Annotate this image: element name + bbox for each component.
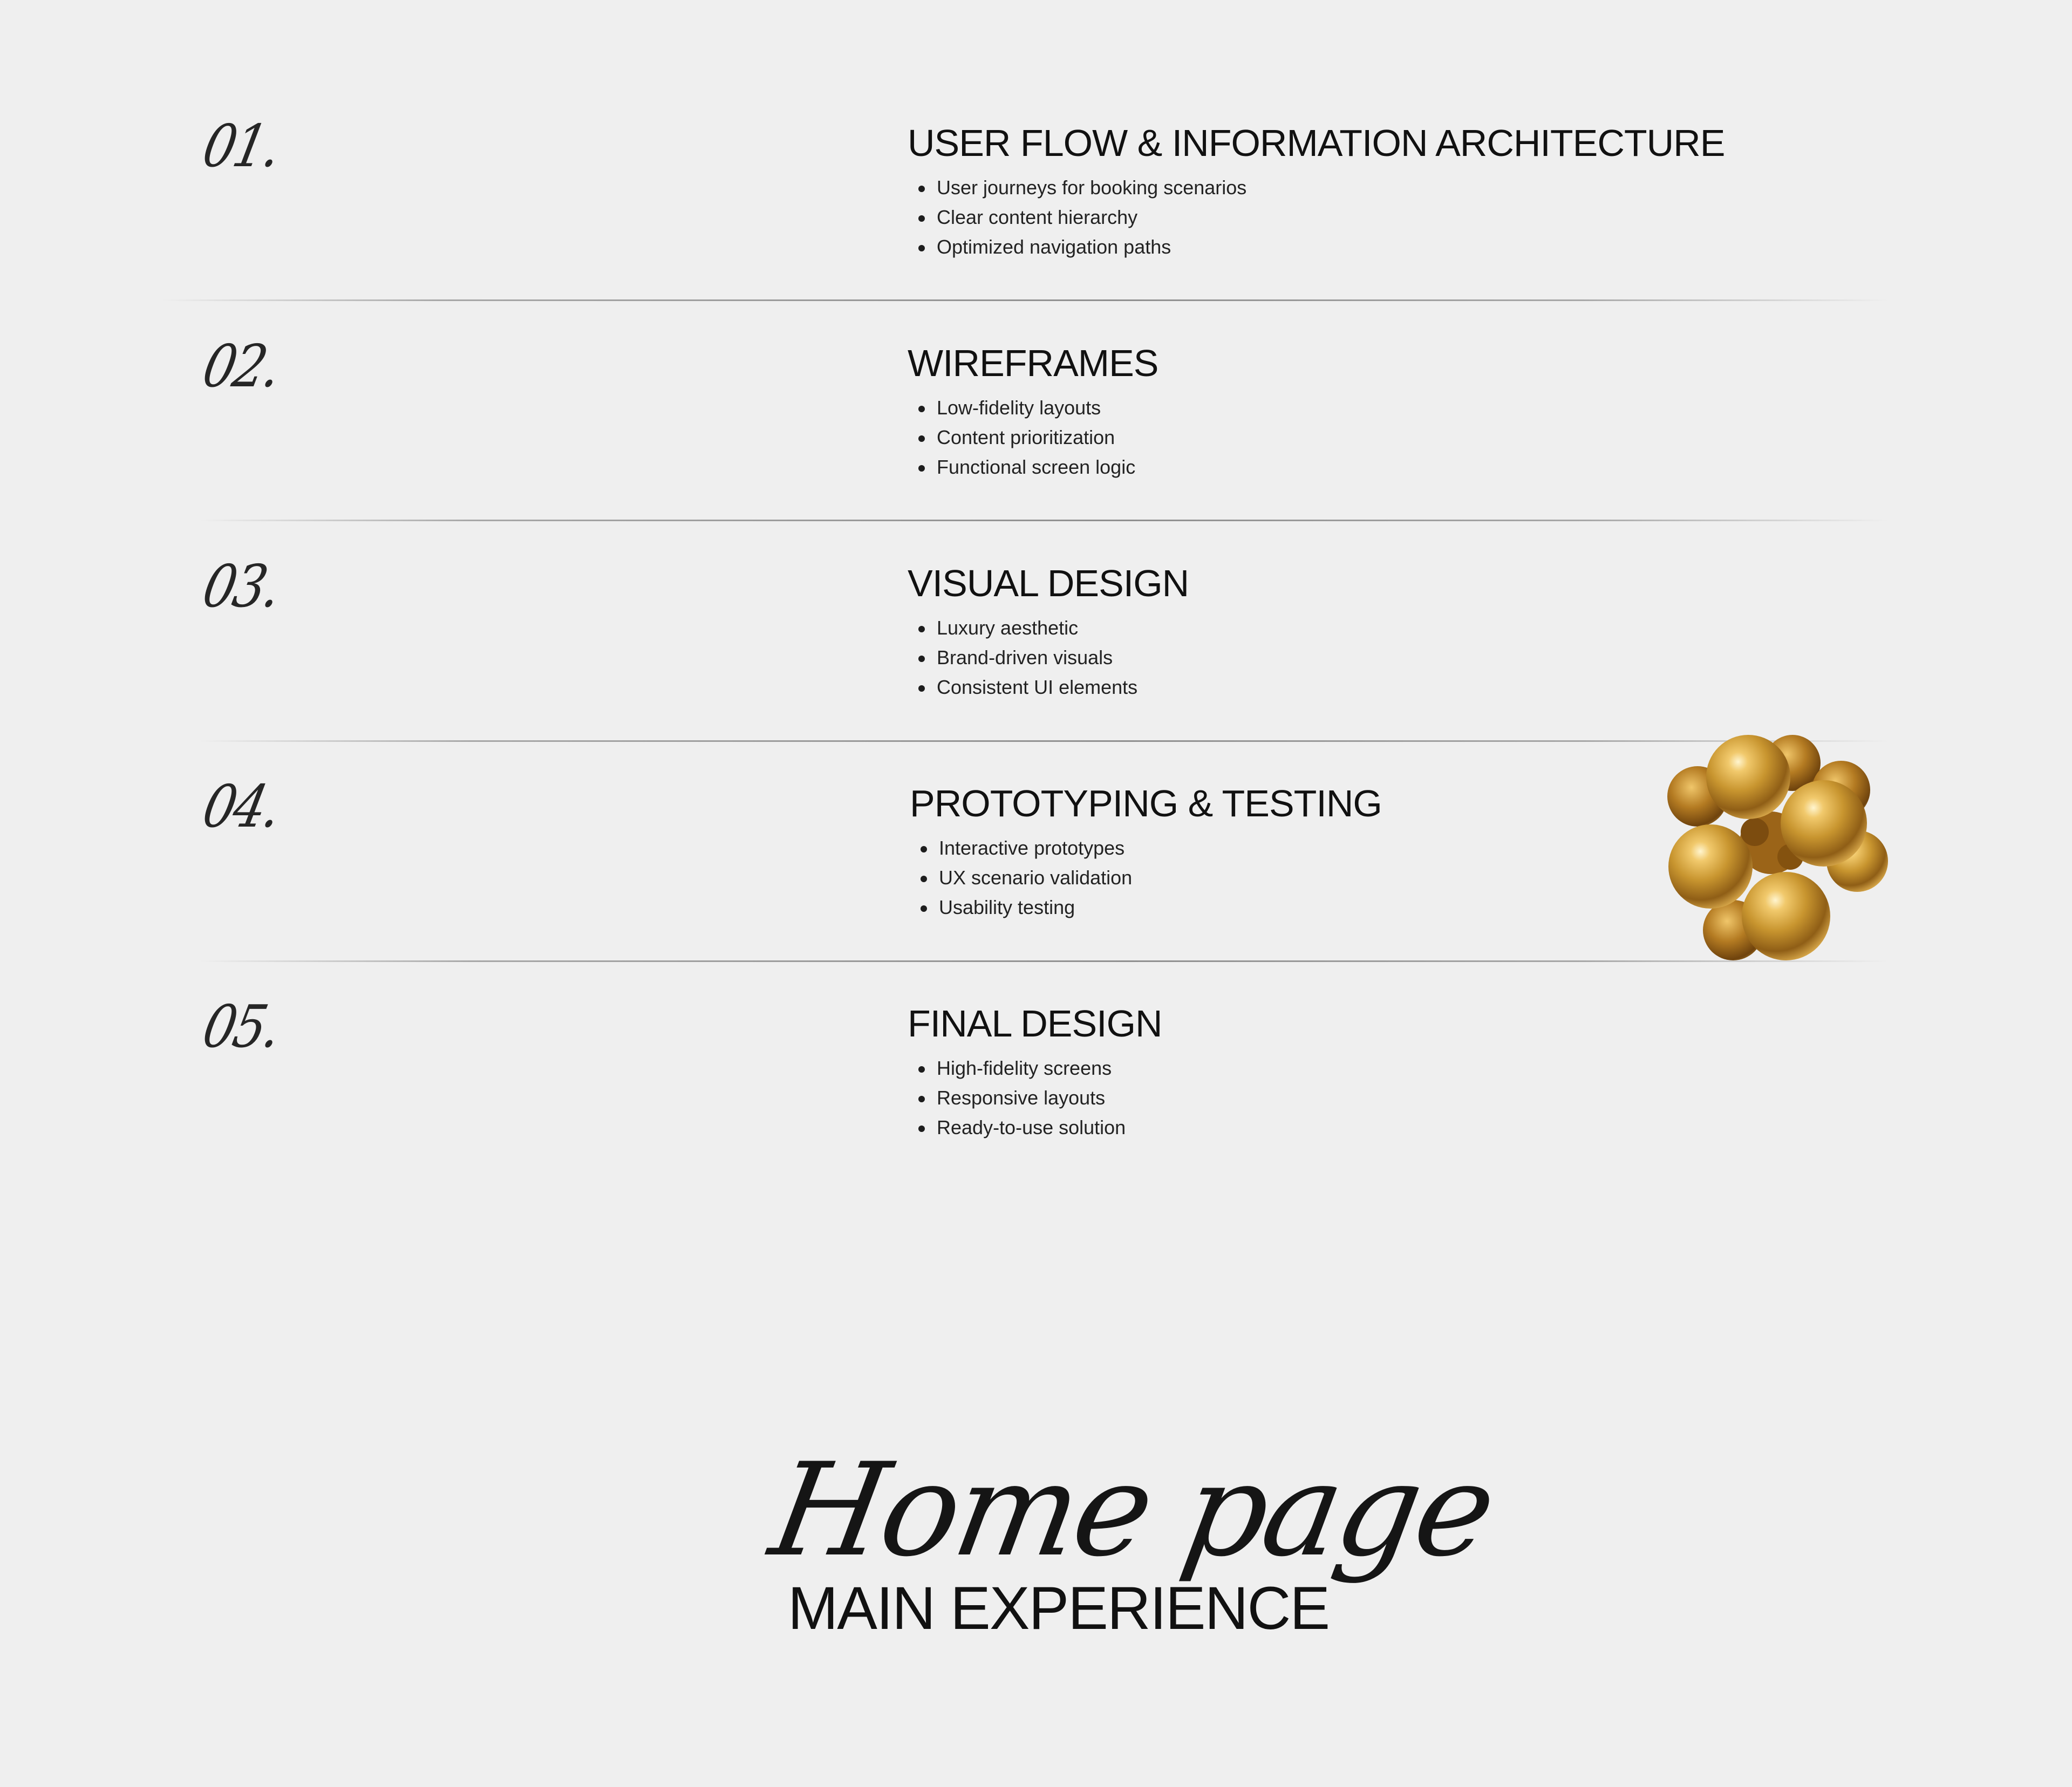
bullet-dot-icon [918,406,925,412]
section-subtitle: MAIN EXPERIENCE [788,1574,1330,1642]
bullet-dot-icon [918,685,925,692]
bullet-dot-icon [918,626,925,632]
step-title: USER FLOW & INFORMATION ARCHITECTURE [908,122,1725,164]
bullet-dot-icon [921,846,927,852]
step-bullet-list [908,173,1246,262]
bullet-dot-icon [921,876,927,882]
bullet-item [908,613,1137,643]
bullet-item [908,1083,1126,1113]
bullet-text: Low-fidelity layouts [937,397,1101,419]
bullet-item [908,643,1137,672]
bullet-dot-icon [918,465,925,472]
bullet-dot-icon [918,656,925,662]
step-number: 01. [197,113,286,180]
bullet-text: Consistent UI elements [937,676,1138,698]
script-title: Home page [761,1436,1503,1585]
step-divider [162,299,1889,301]
bullet-text: High-fidelity screens [937,1057,1112,1079]
bullet-text: Optimized navigation paths [937,236,1171,258]
bullet-item [908,1053,1126,1083]
step-number: 05. [197,993,286,1061]
step-divider [200,960,1889,962]
section-heading [0,1435,2072,1651]
bullet-item [910,892,1132,922]
bullet-text: Ready-to-use solution [937,1116,1126,1138]
step-title: PROTOTYPING & TESTING [910,782,1382,824]
bullet-text: Clear content hierarchy [937,206,1138,228]
bullet-dot-icon [918,1096,925,1102]
bullet-item [908,672,1137,702]
step-number: 02. [197,333,286,400]
bullet-item [908,393,1135,422]
bullet-dot-icon [918,1126,925,1132]
step-bullet-list [908,613,1137,702]
step-bullet-list [908,1053,1126,1142]
step-divider [200,520,1889,521]
bullet-item [908,422,1135,452]
bullet-text: UX scenario validation [939,867,1133,889]
bullet-item [908,452,1135,482]
bullet-text: Brand-driven visuals [937,646,1113,669]
bullet-dot-icon [918,245,925,251]
step-number: 04. [197,773,286,841]
step-number: 03. [197,553,286,620]
bullet-item [910,863,1132,892]
bullet-dot-icon [918,186,925,192]
step-title: VISUAL DESIGN [908,562,1189,604]
step-bullet-list [908,393,1135,482]
bullet-text: Content prioritization [937,426,1115,448]
bullet-item [908,202,1246,232]
bullet-item [908,1113,1126,1142]
bullet-text: User journeys for booking scenarios [937,176,1247,199]
bullet-dot-icon [918,435,925,442]
bullet-text: Interactive prototypes [939,837,1125,859]
gold-sphere-cluster-icon [1665,729,1892,967]
step-divider [200,740,1889,742]
step-bullet-list [910,833,1132,922]
bullet-text: Luxury aesthetic [937,617,1079,639]
bullet-dot-icon [918,215,925,222]
bullet-dot-icon [918,1066,925,1073]
step-title: FINAL DESIGN [908,1002,1162,1045]
bullet-text: Responsive layouts [937,1087,1106,1109]
bullet-item [908,173,1246,202]
step-title: WIREFRAMES [908,342,1158,384]
bullet-text: Usability testing [939,896,1075,918]
bullet-item [908,232,1246,262]
bullet-dot-icon [921,905,927,912]
bullet-item [910,833,1132,863]
bullet-text: Functional screen logic [937,456,1136,478]
